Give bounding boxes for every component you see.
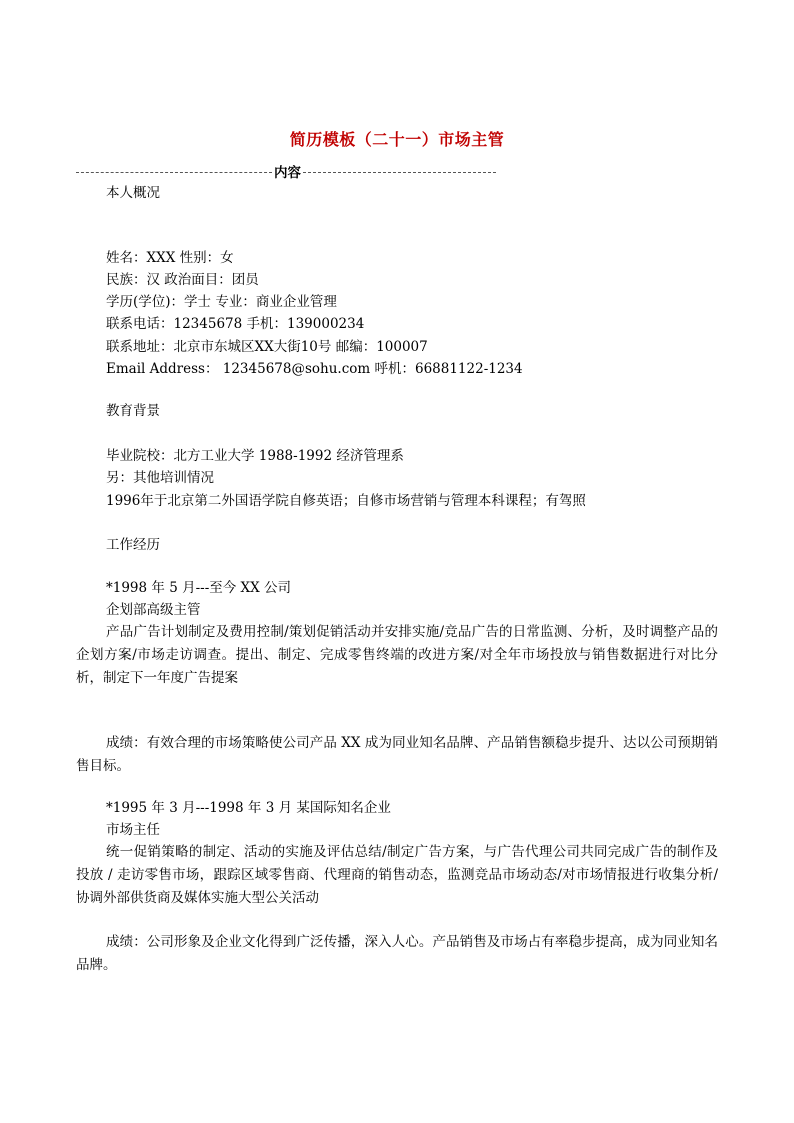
content-divider	[76, 162, 496, 180]
divider-dash-left	[76, 172, 272, 173]
education-line-school: 毕业院校：北方工业大学 1988-1992 经济管理系	[106, 448, 404, 464]
document-title: 简历模板（二十一）市场主管	[289, 130, 505, 149]
basic-line-name: 姓名：XXX 性别：女	[106, 250, 234, 266]
divider-dash-right	[303, 172, 496, 173]
basic-line-ethnicity: 民族：汉 政治面目：团员	[106, 272, 259, 288]
job2-duties: 统一促销策略的制定、活动的实施及评估总结/制定广告方案，与广告代理公司共同完成广告的制作及投放 / 走访零售市场，跟踪区域零售商、代理商的销售动态，监测竞品市场动态/对市场情报进行收集分析/ 协调外部供货商及媒体实施大型公关活动	[76, 844, 718, 906]
education-line-training: 另：其他培训情况	[106, 470, 214, 486]
basic-line-email: Email Address： 12345678@sohu.com 呼机：66881122-1234	[106, 361, 523, 377]
job2-period: *1995 年 3 月---1998 年 3 月 某国际知名企业	[106, 800, 391, 816]
section-heading-education: 教育背景	[106, 403, 160, 419]
basic-line-phone: 联系电话：12345678 手机：139000234	[106, 316, 365, 332]
basic-line-address: 联系地址：北京市东城区XX大街10号 邮编：100007	[106, 339, 428, 355]
job2-position: 市场主任	[106, 822, 160, 838]
job1-period: *1998 年 5 月---至今 XX 公司	[106, 580, 292, 596]
section-heading-work: 工作经历	[106, 537, 160, 553]
job1-achievement: 成绩：有效合理的市场策略使公司产品 XX 成为同业知名品牌、产品销售额稳步提升、达以公司预期销售目标。	[76, 735, 718, 774]
job2-achievement: 成绩：公司形象及企业文化得到广泛传播，深入人心。产品销售及市场占有率稳步提高，成为同业知名品牌。	[76, 934, 718, 973]
basic-line-degree: 学历(学位)：学士 专业：商业企业管理	[106, 294, 337, 310]
divider-label: 内容	[274, 165, 301, 180]
job1-position: 企划部高级主管	[106, 602, 201, 618]
education-line-selfstudy: 1996年于北京第二外国语学院自修英语；自修市场营销与管理本科课程；有驾照	[106, 493, 586, 509]
job1-duties: 产品广告计划制定及费用控制/策划促销活动并安排实施/竞品广告的日常监测、分析，及时调整产品的企划方案/市场走访调查。提出、制定、完成零售终端的改进方案/对全年市场投放与销售数据进行对比分析，制定下一年度广告提案	[76, 624, 718, 686]
section-heading-basic: 本人概况	[106, 185, 160, 201]
